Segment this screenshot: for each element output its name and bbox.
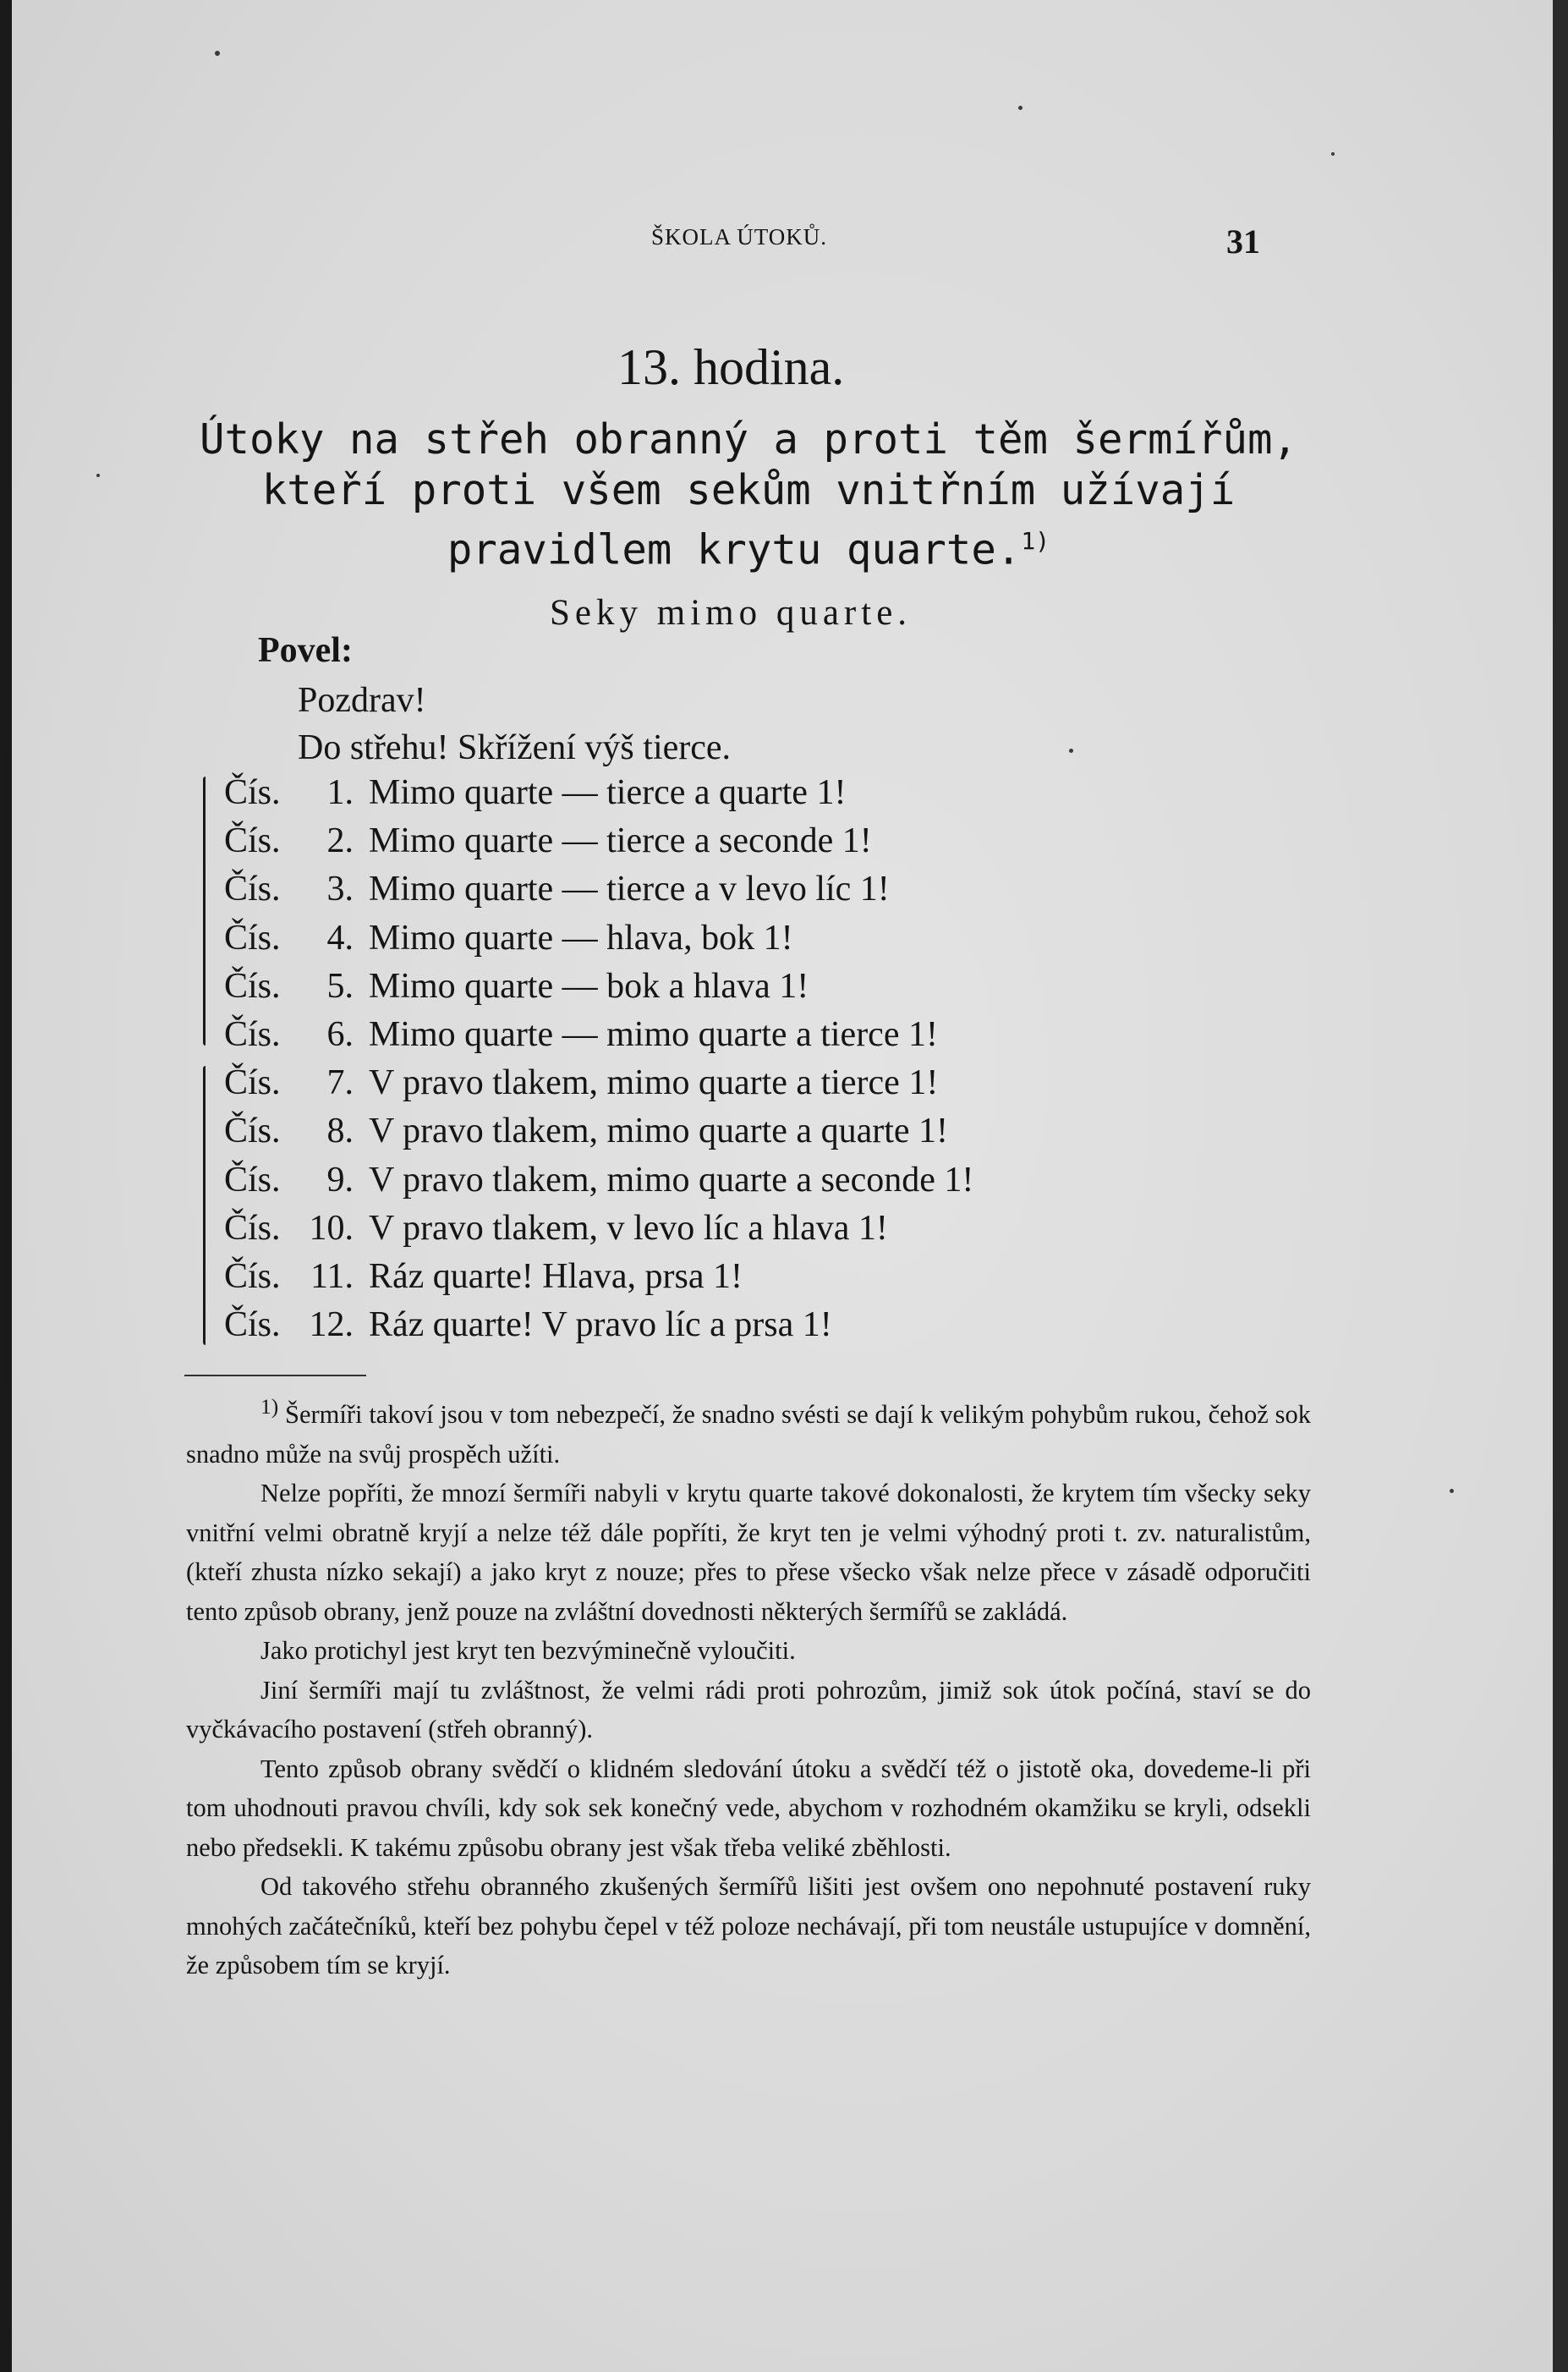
footnote-marker: 1) xyxy=(260,1395,279,1419)
drill-number: 3. xyxy=(326,870,354,909)
section-title-text: Útoky na střeh obranný a proti těm šermířům, kteří proti všem sekům vnitřním užívají pravidlem krytu quarte. xyxy=(199,415,1298,574)
drill-text: Mimo quarte — tierce a seconde 1! xyxy=(369,821,872,861)
drill-row xyxy=(224,918,973,966)
drill-text: V pravo tlakem, mimo quarte a tierce 1! xyxy=(369,1063,939,1103)
drill-number: 7. xyxy=(326,1063,354,1103)
drill-number: 4. xyxy=(326,918,354,958)
scan-right-edge xyxy=(1553,0,1568,2372)
drill-row xyxy=(224,966,973,1014)
drill-label: Čís. xyxy=(224,1063,281,1103)
dust-speck xyxy=(1450,1489,1454,1493)
drill-number: 10. xyxy=(309,1208,354,1248)
drill-number: 12. xyxy=(309,1305,354,1345)
running-head: ŠKOLA ÚTOKŮ. xyxy=(651,224,828,250)
drill-row xyxy=(224,1256,973,1304)
drill-number: 11. xyxy=(310,1256,354,1296)
drill-text: Ráz quarte! V pravo líc a prsa 1! xyxy=(369,1305,832,1345)
footnote-block xyxy=(186,1387,1311,1985)
drill-label: Čís. xyxy=(224,918,281,958)
drill-text: V pravo tlakem, v levo líc a hlava 1! xyxy=(369,1208,888,1248)
drill-row xyxy=(224,1304,973,1353)
footnote-rule xyxy=(184,1375,366,1376)
drill-number: 9. xyxy=(326,1160,354,1200)
drill-row xyxy=(224,1208,973,1256)
dust-speck xyxy=(215,51,220,56)
drill-row xyxy=(224,1160,973,1208)
drill-row xyxy=(224,821,973,869)
drill-label: Čís. xyxy=(224,1112,281,1151)
drill-text: Ráz quarte! Hlava, prsa 1! xyxy=(369,1256,743,1296)
drill-label: Čís. xyxy=(224,1305,281,1345)
drill-row xyxy=(224,869,973,917)
drill-row xyxy=(224,1014,973,1062)
drill-label: Čís. xyxy=(224,773,281,812)
dust-speck xyxy=(96,474,100,477)
drill-label: Čís. xyxy=(224,821,281,861)
drill-label: Čís. xyxy=(224,1208,281,1248)
drill-text: Mimo quarte — hlava, bok 1! xyxy=(369,918,793,958)
footnote-paragraph: Jako protichyl jest kryt ten bezvýminečně vyloučiti. xyxy=(260,1636,796,1666)
drill-text: Mimo quarte — bok a hlava 1! xyxy=(369,966,809,1006)
drill-row xyxy=(224,1062,973,1111)
drill-label: Čís. xyxy=(224,870,281,909)
drill-text: Mimo quarte — tierce a quarte 1! xyxy=(369,773,847,812)
footnote-reference: 1) xyxy=(1021,527,1050,555)
drill-row xyxy=(224,772,973,821)
drill-list xyxy=(224,772,973,1353)
dust-speck xyxy=(1331,152,1335,156)
exercise-subtitle: Seky mimo quarte. xyxy=(550,593,913,633)
scan-left-edge xyxy=(0,0,12,2372)
drill-number: 6. xyxy=(326,1014,354,1054)
drill-number: 8. xyxy=(326,1112,354,1151)
drill-label: Čís. xyxy=(224,1014,281,1054)
lesson-title: 13. hodina. xyxy=(617,339,845,395)
footnote-paragraph: Od takového střehu obranného zkušených šermířů lišiti jest ovšem ono nepohnuté postavení ruky mnohých začátečníků, kteří bez pohybu čepel v též poloze nechávají, při tom neustále ustupujíce v domnění, že způsobem tím se kryjí. xyxy=(186,1872,1311,1980)
dust-speck xyxy=(1069,749,1073,753)
dust-speck xyxy=(1018,106,1022,110)
footnote-paragraph: Tento způsob obrany svědčí o klidném sledování útoku a svědčí též o jistotě oka, dovedeme-li při tom uhodnouti pravou chvíli, kdy sok sek konečný vede, abychom v rozhodném okamžiku se kryli, odsekli nebo předsekli. K takému způsobu obrany jest však třeba veliké zběhlosti. xyxy=(186,1754,1311,1862)
footnote-paragraph xyxy=(186,1387,1311,1474)
page-number: 31 xyxy=(1226,222,1260,261)
drill-row xyxy=(224,1111,973,1159)
command-line: Do střehu! Skřížení výš tierce. xyxy=(298,728,732,767)
footnote-paragraph: Nelze popříti, že mnozí šermíři nabyli v krytu quarte takové dokonalosti, že krytem tím všecky seky vnitřní velmi obratně kryjí a nelze též dále popříti, že kryt ten je velmi výhodný proti t. zv. naturalistům, (kteří zhusta nízko sekají) a jako kryt z nouze; přes to přese všecko však nelze přece v zásadě odporučiti tento způsob obrany, jenž pouze na zvláštní dovednosti některých šermířů se zakládá. xyxy=(186,1479,1311,1626)
drill-label: Čís. xyxy=(224,966,281,1006)
drill-number: 1. xyxy=(326,773,354,812)
drill-text: V pravo tlakem, mimo quarte a quarte 1! xyxy=(369,1112,949,1151)
bracket-group-2 xyxy=(203,1066,206,1345)
bracket-group-1 xyxy=(203,777,206,1046)
drill-number: 2. xyxy=(326,821,354,861)
drill-label: Čís. xyxy=(224,1256,281,1296)
drill-label: Čís. xyxy=(224,1160,281,1200)
footnote-paragraph: Jiní šermíři mají tu zvláštnost, že velmi rádi proti pohrozům, jimiž sok útok počíná, staví se do vyčkávacího postavení (střeh obranný). xyxy=(186,1675,1311,1744)
drill-text: Mimo quarte — mimo quarte a tierce 1! xyxy=(369,1014,938,1054)
footnote-text: Šermíři takoví jsou v tom nebezpečí, že snadno svésti se dají k velikým pohybům rukou, čehož sok snadno může na svůj prospěch užíti. xyxy=(186,1400,1312,1469)
drill-text: V pravo tlakem, mimo quarte a seconde 1! xyxy=(369,1160,974,1200)
drill-number: 5. xyxy=(326,966,354,1006)
drill-text: Mimo quarte — tierce a v levo líc 1! xyxy=(369,870,890,909)
section-title xyxy=(178,415,1319,575)
command-line: Pozdrav! xyxy=(298,681,426,720)
command-label: Povel: xyxy=(258,631,353,670)
